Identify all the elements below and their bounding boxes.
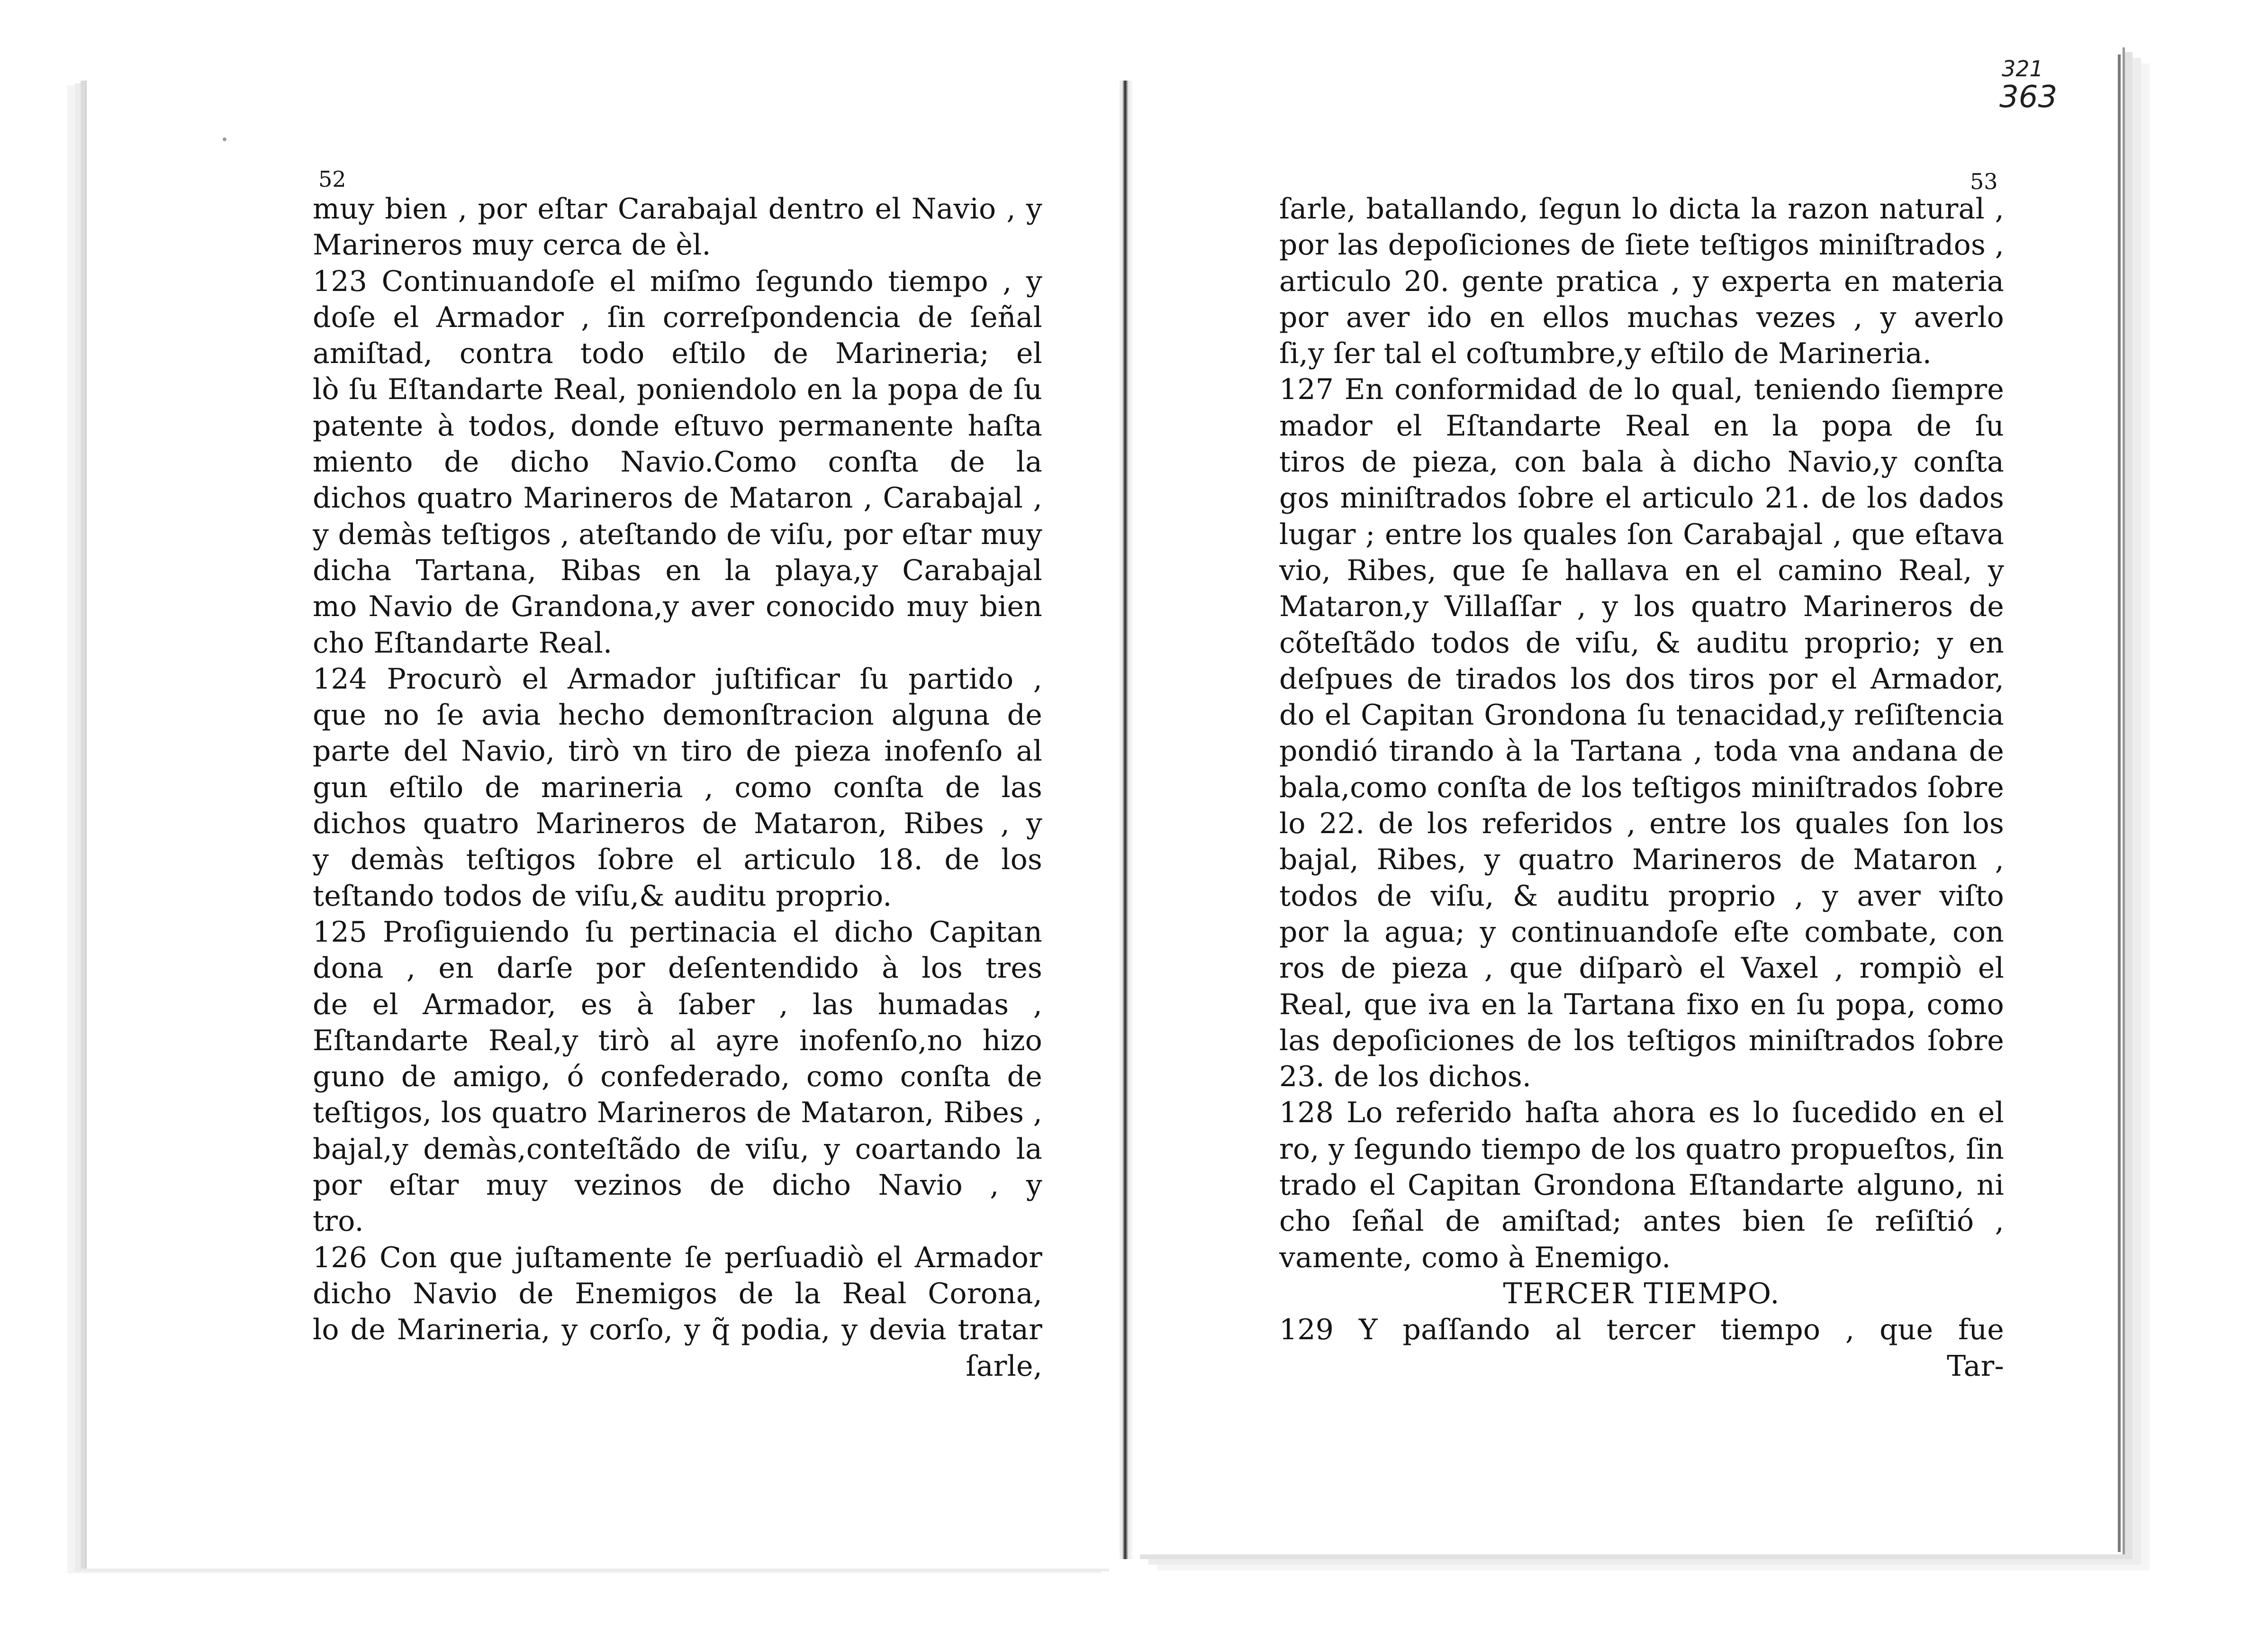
left-page-number: 52	[318, 166, 346, 192]
left-page-text	[313, 191, 1042, 1384]
text-line: deſpues de tirados los dos tiros por el Armador,	[1279, 662, 2004, 696]
text-line: tiros de pieza, con bala à dicho Navio,y conſta	[1279, 445, 2004, 479]
text-line: tro.	[313, 1205, 364, 1238]
text-line: parte del Navio, tirò vn tiro de pieza inofenſo al	[313, 735, 1042, 768]
text-line: teſtando todos de viſu,& auditu proprio.	[313, 879, 892, 913]
text-line: bajal, Ribes, y quatro Marineros de Mataron ,	[1279, 843, 2004, 877]
catchword: Tar-	[1947, 1349, 2004, 1383]
text-line: 23. de los dichos.	[1279, 1060, 1532, 1094]
text-line: por la agua; y continuandoſe eſte combate, con	[1279, 915, 2004, 949]
text-line: y demàs teſtigos , ateſtando de viſu, por eſtar muy	[313, 517, 1042, 551]
text-line: mo Navio de Grandona,y aver conocido muy bien	[313, 590, 1042, 624]
text-line: gos miniſtrados ſobre el articulo 21. de los dados	[1279, 481, 2004, 515]
text-line: dona , en darſe por deſentendido à los tres	[313, 952, 1042, 985]
right-page-text	[1279, 191, 2004, 1384]
section-heading: TERCER TIEMPO.	[1503, 1277, 1780, 1310]
text-line: por eſtar muy vezinos de dicho Navio , y	[313, 1169, 1042, 1202]
text-line: cho ſeñal de amiſtad; antes bien ſe reſiſtió ,	[1279, 1205, 2004, 1238]
text-line: por aver ido en ellos muchas vezes , y averlo	[1279, 300, 2004, 334]
text-line: 128 Lo referido haſta ahora es lo ſucedido en el	[1279, 1096, 2004, 1130]
text-line: 127 En conformidad de lo qual, teniendo ſiempre	[1279, 373, 2004, 407]
text-line: cho Eſtandarte Real.	[313, 626, 613, 660]
text-line: Real, que iva en la Tartana fixo en ſu popa, como	[1279, 988, 2004, 1021]
text-line: muy bien , por eſtar Carabajal dentro el Navio , y	[313, 192, 1042, 226]
text-line: cõteſtãdo todos de viſu, & auditu proprio; y en	[1279, 626, 2004, 660]
text-line: vio, Ribes, que ſe hallava en el camino Real, y	[1279, 554, 2004, 587]
text-line: lo 22. de los referidos , entre los quales ſon los	[1279, 807, 2004, 841]
text-line: 126 Con que juſtamente ſe perſuadiò el Armador	[313, 1241, 1042, 1274]
text-line: bajal,y demàs,conteſtãdo de viſu, y coartando la	[313, 1132, 1042, 1166]
text-line: doſe el Armador , ſin correſpondencia de ſeñal	[313, 300, 1042, 334]
text-line: Marineros muy cerca de èl.	[313, 228, 711, 262]
text-line: ſi,y ſer tal el coſtumbre,y eſtilo de Marineria.	[1279, 337, 1932, 371]
text-line: 125 Proſiguiendo ſu pertinacia el dicho Capitan	[313, 915, 1042, 949]
text-line: Eſtandarte Real,y tirò al ayre inofenſo,no hizo	[313, 1024, 1042, 1057]
text-line: lò ſu Eſtandarte Real, poniendolo en la popa de ſu	[313, 373, 1042, 407]
text-line: miento de dicho Navio.Como conſta de la	[313, 445, 1042, 479]
text-line: trado el Capitan Grondona Eſtandarte alguno, ni	[1279, 1169, 2004, 1202]
text-line: 123 Continuandoſe el miſmo ſegundo tiempo , y	[313, 264, 1042, 298]
text-line: Mataron,y Villaſſar , y los quatro Marineros de	[1279, 590, 2004, 624]
text-line: dicha Tartana, Ribas en la playa,y Carabajal	[313, 554, 1042, 587]
text-line: 129 Y paſſando al tercer tiempo , que fue	[1279, 1313, 2004, 1347]
text-line: por las depoſiciones de ſiete teſtigos miniſtrados ,	[1279, 228, 2004, 262]
text-line: articulo 20. gente pratica , y experta en materia	[1279, 264, 2004, 298]
text-line: dichos quatro Marineros de Mataron, Ribes , y	[313, 807, 1042, 841]
paper-speck	[223, 137, 226, 141]
text-line: dicho Navio de Enemigos de la Real Corona,	[313, 1277, 1042, 1310]
text-line: do el Capitan Grondona ſu tenacidad,y reſiſtencia	[1279, 699, 2004, 732]
text-line: lo de Marineria, y corſo, y q̃ podia, y devia tratar	[313, 1313, 1042, 1347]
text-line: vamente, como à Enemigo.	[1279, 1241, 1671, 1274]
text-line: guno de amigo, ó confederado, como conſta de	[313, 1060, 1042, 1094]
text-line: ro, y ſegundo tiempo de los quatro propueſtos, ſin	[1279, 1132, 2004, 1166]
text-line: amiſtad, contra todo eſtilo de Marineria; el	[313, 337, 1042, 371]
catchword: ſarle,	[966, 1349, 1042, 1383]
text-line: las depoſiciones de los teſtigos miniſtrados ſobre	[1279, 1024, 2004, 1057]
text-line: patente à todos, donde eſtuvo permanente haſta	[313, 409, 1042, 443]
text-line: ros de pieza , que diſparò el Vaxel , rompiò el	[1279, 952, 2004, 985]
right-page-edge	[2118, 54, 2121, 1552]
text-line: mador el Eſtandarte Real en la popa de ſu	[1279, 409, 2004, 443]
text-line: que no ſe avia hecho demonſtracion alguna de	[313, 699, 1042, 732]
text-line: lugar ; entre los quales ſon Carabajal , que eſtava	[1279, 517, 2004, 551]
text-line: dichos quatro Marineros de Mataron , Carabajal ,	[313, 481, 1042, 515]
text-line: gun eſtilo de marineria , como conſta de las	[313, 771, 1042, 804]
archive-number-top: 321	[2002, 56, 2043, 82]
text-line: teſtigos, los quatro Marineros de Mataron, Ribes ,	[313, 1096, 1042, 1130]
right-page-number: 53	[1970, 169, 1998, 194]
text-line: 124 Procurò el Armador juſtificar ſu partido ,	[313, 662, 1042, 696]
text-line: bala,como conſta de los teſtigos miniſtrados ſobre	[1279, 771, 2004, 804]
text-line: y demàs teſtigos ſobre el articulo 18. de los	[313, 843, 1042, 877]
archive-number-bottom: 363	[1999, 80, 2058, 115]
text-line: todos de viſu, & auditu proprio , y aver viſto	[1279, 879, 2004, 913]
text-line: ſarle, batallando, ſegun lo dicta la razon natural ,	[1279, 192, 2004, 226]
text-line: pondió tirando à la Tartana , toda vna andana de	[1279, 735, 2004, 768]
text-line: de el Armador, es à ſaber , las humadas ,	[313, 988, 1042, 1021]
